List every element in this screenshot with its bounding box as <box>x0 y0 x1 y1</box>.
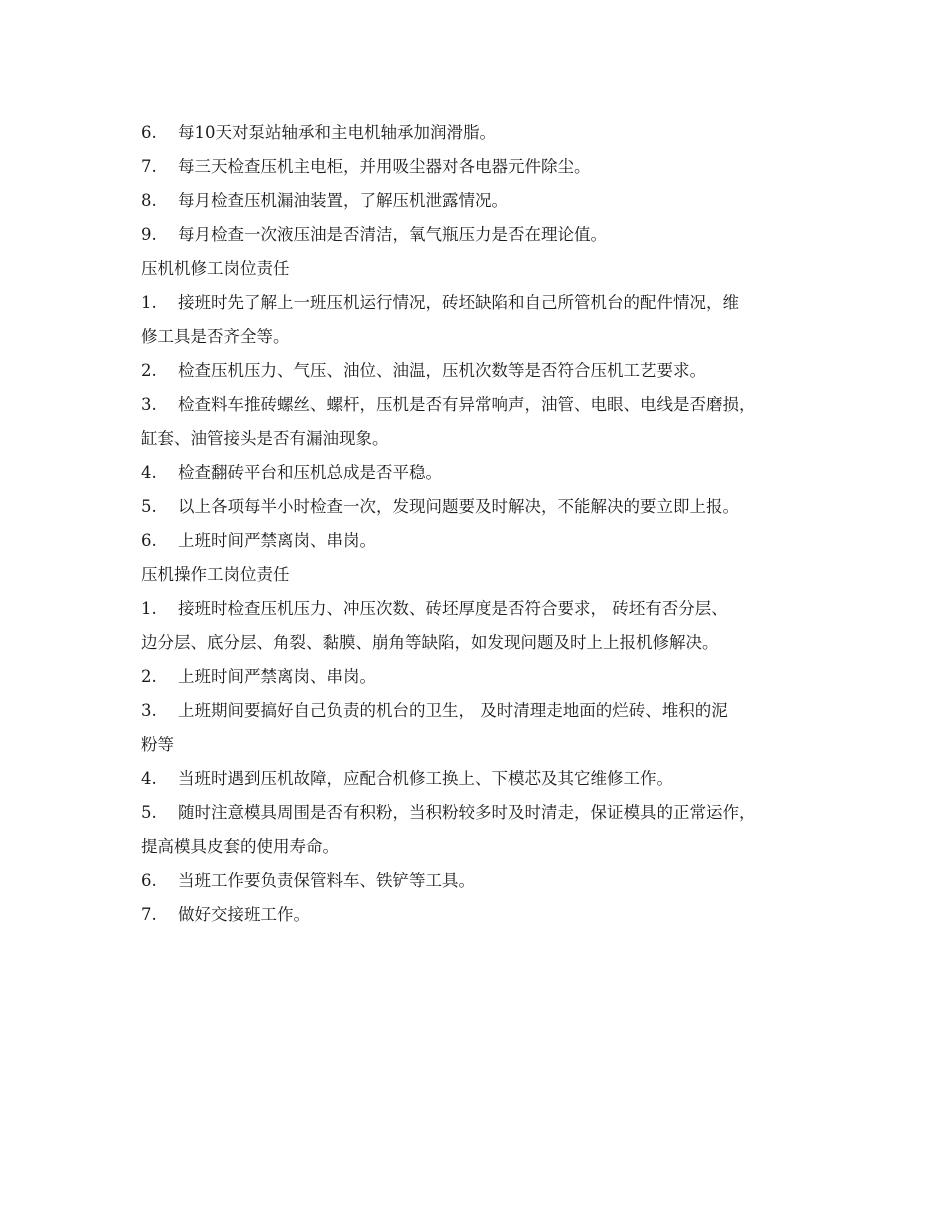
list-item-text: 每10天对泵站轴承和主电机轴承加润滑脂。 <box>178 123 496 142</box>
list-item <box>141 150 817 184</box>
list-item <box>141 286 817 354</box>
list-item-number: 2. <box>141 361 157 380</box>
list-item-text: 检查压机压力、气压、油位、油温，压机次数等是否符合压机工艺要求。 <box>178 361 706 380</box>
list-item-line <box>141 388 817 422</box>
list-item-number: 6. <box>141 871 157 890</box>
list-item-line <box>141 116 817 150</box>
list-item-line <box>141 218 817 252</box>
list-item-line <box>141 456 817 490</box>
list-item-line <box>141 490 817 524</box>
section-heading: 压机机修工岗位责任 <box>141 259 290 278</box>
list-item <box>141 184 817 218</box>
list-item-number: 7. <box>141 905 157 924</box>
list-item-text: 提高模具皮套的使用寿命。 <box>141 837 339 856</box>
list-item <box>141 762 817 796</box>
list-item <box>141 524 817 558</box>
list-item-line <box>141 286 817 320</box>
list-item-line <box>141 830 817 864</box>
section <box>141 252 817 558</box>
list-item <box>141 456 817 490</box>
list-item-number: 3. <box>141 395 157 414</box>
section-heading: 压机操作工岗位责任 <box>141 565 290 584</box>
list-item-number: 3. <box>141 701 157 720</box>
list-item <box>141 116 817 150</box>
list-item <box>141 218 817 252</box>
list-item-line <box>141 150 817 184</box>
list-item-number: 6. <box>141 531 157 550</box>
list-item-number: 2. <box>141 667 157 686</box>
list-item-number: 6. <box>141 123 157 142</box>
list-item-line <box>141 796 817 830</box>
list-item-line <box>141 354 817 388</box>
list-item <box>141 354 817 388</box>
list-item-text: 做好交接班工作。 <box>178 905 310 924</box>
list-item-text: 每月检查压机漏油装置，了解压机泄露情况。 <box>178 191 508 210</box>
list-item-text: 当班工作要负责保管料车、铁铲等工具。 <box>178 871 475 890</box>
list-item-line <box>141 320 817 354</box>
list-item <box>141 660 817 694</box>
list-item-number: 1. <box>141 599 157 618</box>
list-item-number: 8. <box>141 191 157 210</box>
list-item-text: 以上各项每半小时检查一次，发现问题要及时解决，不能解决的要立即上报。 <box>178 497 739 516</box>
list-item-line <box>141 728 817 762</box>
list-item-text: 修工具是否齐全等。 <box>141 327 290 346</box>
list-item-line <box>141 660 817 694</box>
list-item-text: 接班时先了解上一班压机运行情况，砖坯缺陷和自己所管机台的配件情况，维 <box>178 293 739 312</box>
list-item-text: 每三天检查压机主电柜，并用吸尘器对各电器元件除尘。 <box>178 157 591 176</box>
list-item-line <box>141 864 817 898</box>
list-item-text: 随时注意模具周围是否有积粉，当积粉较多时及时清走，保证模具的正常运作， <box>178 803 756 822</box>
list-item-number: 9. <box>141 225 157 244</box>
list-item-line <box>141 592 817 626</box>
list-item-number: 4. <box>141 769 157 788</box>
list-item-number: 5. <box>141 497 157 516</box>
list-item-text: 边分层、底分层、角裂、黏膜、崩角等缺陷，如发现问题及时上上报机修解决。 <box>141 633 719 652</box>
list-item-line <box>141 898 817 932</box>
list-item-number: 4. <box>141 463 157 482</box>
list-item-line <box>141 694 817 728</box>
document-body <box>141 116 817 932</box>
list-item-line <box>141 184 817 218</box>
list-item-number: 1. <box>141 293 157 312</box>
list-item-line <box>141 422 817 456</box>
list-item-number: 7. <box>141 157 157 176</box>
list-item-text: 上班期间要搞好自己负责的机台的卫生， 及时清理走地面的烂砖、堆积的泥 <box>178 701 728 720</box>
list-item-number: 5. <box>141 803 157 822</box>
section <box>141 558 817 932</box>
list-item <box>141 388 817 456</box>
list-item <box>141 592 817 660</box>
list-item <box>141 864 817 898</box>
list-item-line <box>141 626 817 660</box>
list-item-text: 检查翻砖平台和压机总成是否平稳。 <box>178 463 442 482</box>
list-item-text: 粉等 <box>141 735 174 754</box>
list-item-line <box>141 524 817 558</box>
list-item <box>141 694 817 762</box>
list-item-text: 检查料车推砖螺丝、螺杆，压机是否有异常响声，油管、电眼、电线是否磨损， <box>178 395 756 414</box>
section <box>141 116 817 252</box>
list-item-text: 当班时遇到压机故障，应配合机修工换上、下模芯及其它维修工作。 <box>178 769 673 788</box>
list-item <box>141 490 817 524</box>
list-item-text: 缸套、油管接头是否有漏油现象。 <box>141 429 389 448</box>
list-item <box>141 898 817 932</box>
list-item-text: 上班时间严禁离岗、串岗。 <box>178 667 376 686</box>
list-item-text: 上班时间严禁离岗、串岗。 <box>178 531 376 550</box>
list-item-line <box>141 762 817 796</box>
list-item <box>141 796 817 864</box>
list-item-text: 每月检查一次液压油是否清洁，氧气瓶压力是否在理论值。 <box>178 225 607 244</box>
list-item-text: 接班时检查压机压力、冲压次数、砖坯厚度是否符合要求， 砖坯有否分层、 <box>178 599 728 618</box>
